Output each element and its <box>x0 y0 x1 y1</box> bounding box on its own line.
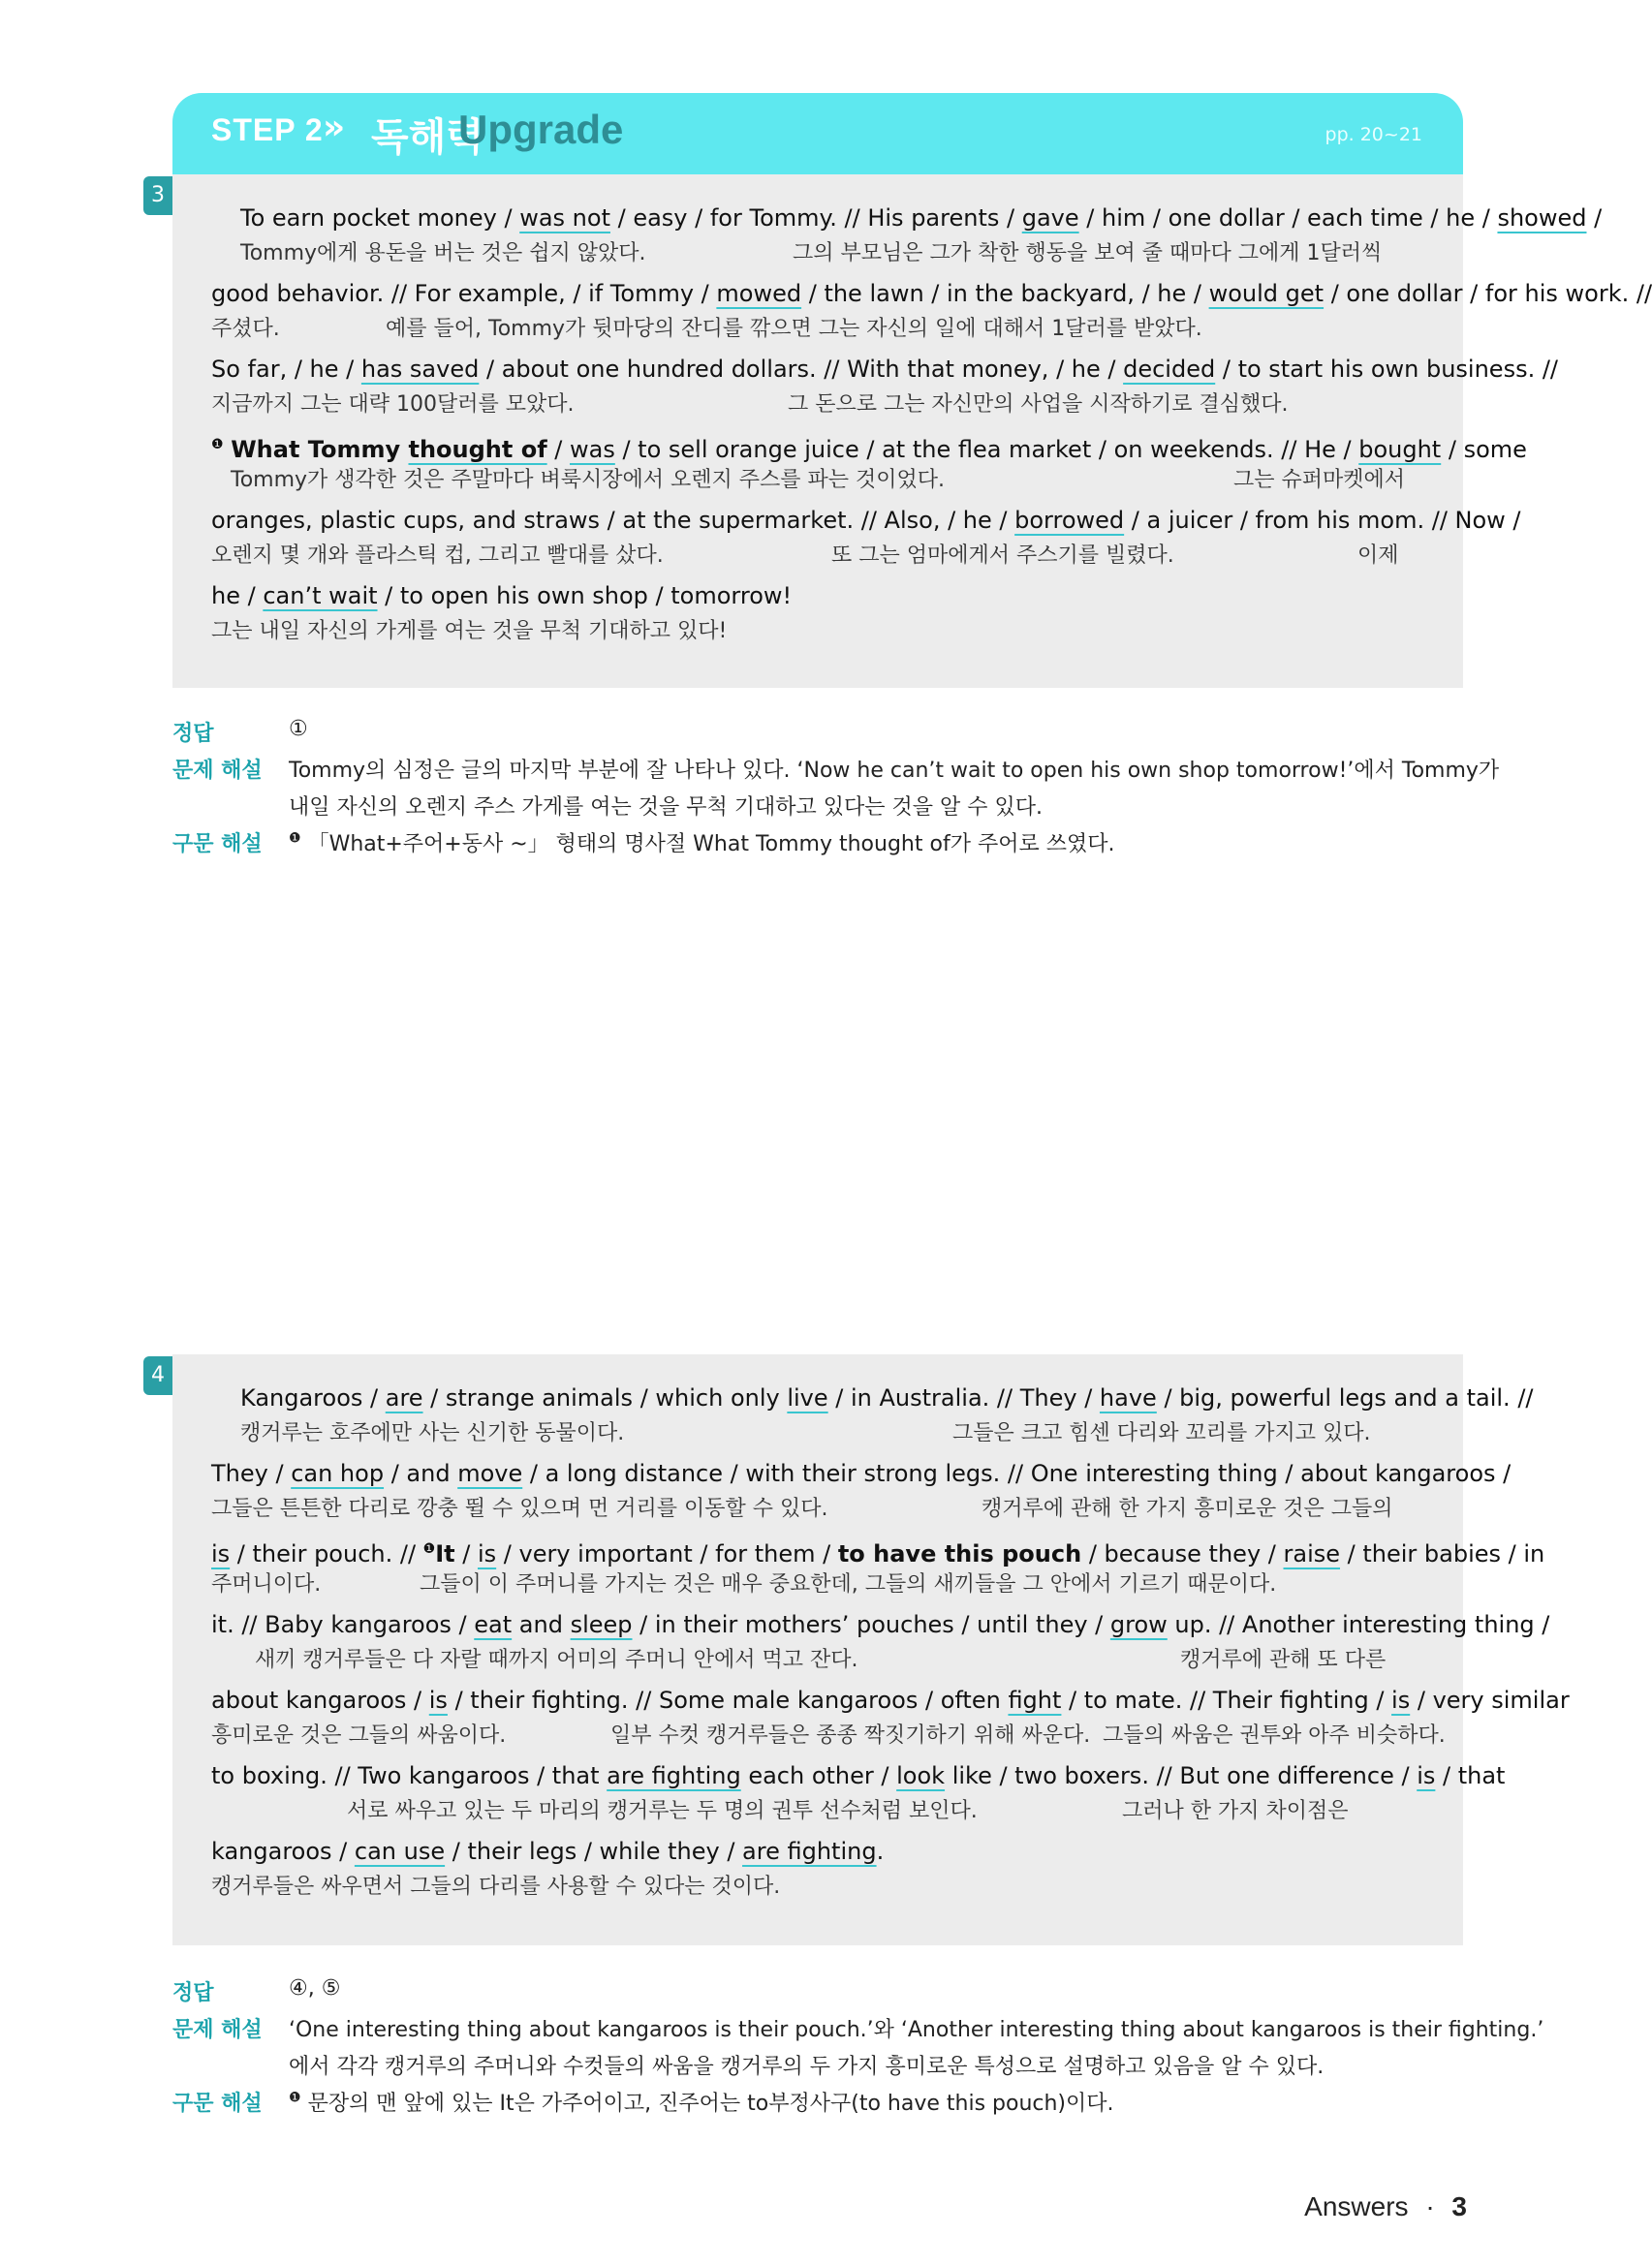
answer-value: ① <box>289 717 308 741</box>
korean-line: 그들은 튼튼한 다리로 깡충 뛸 수 있으며 먼 거리를 이동할 수 있다. 캥거루에 관해 한 가지 흥미로운 것은 그들의 <box>211 1497 1393 1521</box>
step-header <box>172 93 1463 174</box>
section-title: Upgrade <box>458 107 624 152</box>
explanation-text: 에서 각각 캥거루의 주머니와 수컷들의 싸움을 캥거루의 두 가지 흥미로운 특성으로 설명하고 있음을 알 수 있다. <box>289 2055 1325 2079</box>
english-line: is / their pouch. // $^❶$It / is / very important / for them / to have this pouch / because they / raise / their babies / in <box>211 1540 1545 1568</box>
korean-line: 서로 싸우고 있는 두 마리의 캥거루는 두 명의 권투 선수처럼 보인다. 그러나 한 가지 차이점은 <box>347 1799 1349 1823</box>
korean-line: Tommy가 생각한 것은 주말마다 벼룩시장에서 오렌지 주스를 파는 것이었다. 그는 슈퍼마켓에서 <box>231 468 1406 492</box>
question-number-3: 3 <box>143 176 172 215</box>
double-chevron-icon: » <box>323 108 346 147</box>
english-line: They / can hop / and move / a long distance / with their strong legs. // One interesting thing / about kangaroos / <box>211 1460 1512 1487</box>
syntax-label: 구문 해설 <box>172 832 263 856</box>
english-line: about kangaroos / is / their fighting. // Some male kangaroos / often fight / to mate. // Their fighting / is / very similar <box>211 1687 1570 1714</box>
answer-label: 정답 <box>172 722 214 746</box>
answer-value: ④, ⑤ <box>289 1976 341 2001</box>
explanation-label: 문제 해설 <box>172 759 263 783</box>
korean-line: 주머니이다. 그들이 이 주머니를 가지는 것은 매우 중요한데, 그들의 새끼들을 그 안에서 기르기 때문이다. <box>211 1572 1277 1597</box>
explanation-label: 문제 해설 <box>172 2018 263 2042</box>
footer-dot: · <box>1425 2191 1435 2221</box>
korean-line: Tommy에게 용돈을 버는 것은 쉽지 않았다. 그의 부모님은 그가 착한 행동을 보여 줄 때마다 그에게 1달러씩 <box>240 241 1383 265</box>
english-line: So far, / he / has saved / about one hundred dollars. // With that money, / he / decided / to start his own business. // <box>211 356 1559 383</box>
korean-line: 캥거루들은 싸우면서 그들의 다리를 사용할 수 있다는 것이다. <box>211 1875 781 1899</box>
korean-line: 주셨다. 예를 들어, Tommy가 뒷마당의 잔디를 깎으면 그는 자신의 일에 대해서 1달러를 받았다. <box>211 317 1202 341</box>
explanation-text: ‘One interesting thing about kangaroos is their pouch.’와 ‘Another interesting thing about kangaroos is their fighting.’ <box>289 2018 1544 2042</box>
korean-line: 새끼 캥거루들은 다 자랄 때까지 어미의 주머니 안에서 먹고 잔다. 캥거루에 관해 또 다른 <box>255 1648 1387 1672</box>
korean-line: 흥미로운 것은 그들의 싸움이다. 일부 수컷 캥거루들은 종종 짝짓기하기 위해 싸운다. 그들의 싸움은 권투와 아주 비슷하다. <box>211 1723 1446 1748</box>
english-line: oranges, plastic cups, and straws / at the supermarket. // Also, / he / borrowed / a juicer / from his mom. // Now / <box>211 507 1521 534</box>
footer-label: Answers <box>1304 2191 1409 2221</box>
answer-label: 정답 <box>172 1981 214 2005</box>
page-number: 3 <box>1451 2191 1467 2221</box>
english-line: $^❶$ What Tommy thought of / was / to sell orange juice / at the flea market / on weekends. // He / bought / some <box>211 436 1527 463</box>
page-range: pp. 20~21 <box>1325 124 1422 145</box>
question-number-4: 4 <box>143 1356 172 1395</box>
syntax-text: $^❶$ 「What+주어+동사 ~」 형태의 명사절 What Tommy thought of가 주어로 쓰였다. <box>289 830 1115 856</box>
answer-block-4 <box>172 1976 1544 2122</box>
passage-4 <box>172 1354 1570 1945</box>
english-line: he / can’t wait / to open his own shop / tomorrow! <box>211 582 793 609</box>
answer-block-3 <box>172 717 1500 862</box>
english-line: kangaroos / can use / their legs / while they / are fighting. <box>211 1838 885 1865</box>
english-line: Kangaroos / are / strange animals / which only live / in Australia. // They / have / big, powerful legs and a tail. // <box>240 1384 1534 1412</box>
explanation-text: Tommy의 심정은 글의 마지막 부분에 잘 나타나 있다. ‘Now he can’t wait to open his own shop tomorrow!’에서 Tommy가 <box>289 759 1500 783</box>
syntax-text: $^❶$ 문장의 맨 앞에 있는 It은 가주어이고, 진주어는 to부정사구(to have this pouch)이다. <box>289 2090 1114 2116</box>
page-footer <box>1304 2191 1467 2222</box>
english-line: good behavior. // For example, / if Tommy / mowed / the lawn / in the backyard, / he / would get / one dollar / for his work. // <box>211 280 1652 307</box>
korean-line: 그는 내일 자신의 가게를 여는 것을 무척 기대하고 있다! <box>211 619 728 643</box>
step-label: STEP 2 <box>211 112 324 147</box>
syntax-label: 구문 해설 <box>172 2092 263 2116</box>
section-korean-title: 독해력 <box>371 115 483 160</box>
english-line: To earn pocket money / was not / easy / for Tommy. // His parents / gave / him / one dollar / each time / he / showed / <box>240 204 1603 232</box>
passage-3 <box>172 174 1652 688</box>
korean-line: 캥거루는 호주에만 사는 신기한 동물이다. 그들은 크고 힘센 다리와 꼬리를 가지고 있다. <box>240 1421 1371 1445</box>
explanation-text: 내일 자신의 오렌지 주스 가게를 여는 것을 무척 기대하고 있다는 것을 알 수 있다. <box>289 795 1043 820</box>
korean-line: 지금까지 그는 대략 100달러를 모았다. 그 돈으로 그는 자신만의 사업을 시작하기로 결심했다. <box>211 392 1289 417</box>
english-line: to boxing. // Two kangaroos / that are fighting each other / look like / two boxers. // But one difference / is / that <box>211 1762 1506 1789</box>
english-line: it. // Baby kangaroos / eat and sleep / in their mothers’ pouches / until they / grow up. // Another interesting thing / <box>211 1611 1550 1638</box>
korean-line: 오렌지 몇 개와 플라스틱 컵, 그리고 빨대를 샀다. 또 그는 엄마에게서 주스기를 빌렸다. 이제 <box>211 543 1399 568</box>
